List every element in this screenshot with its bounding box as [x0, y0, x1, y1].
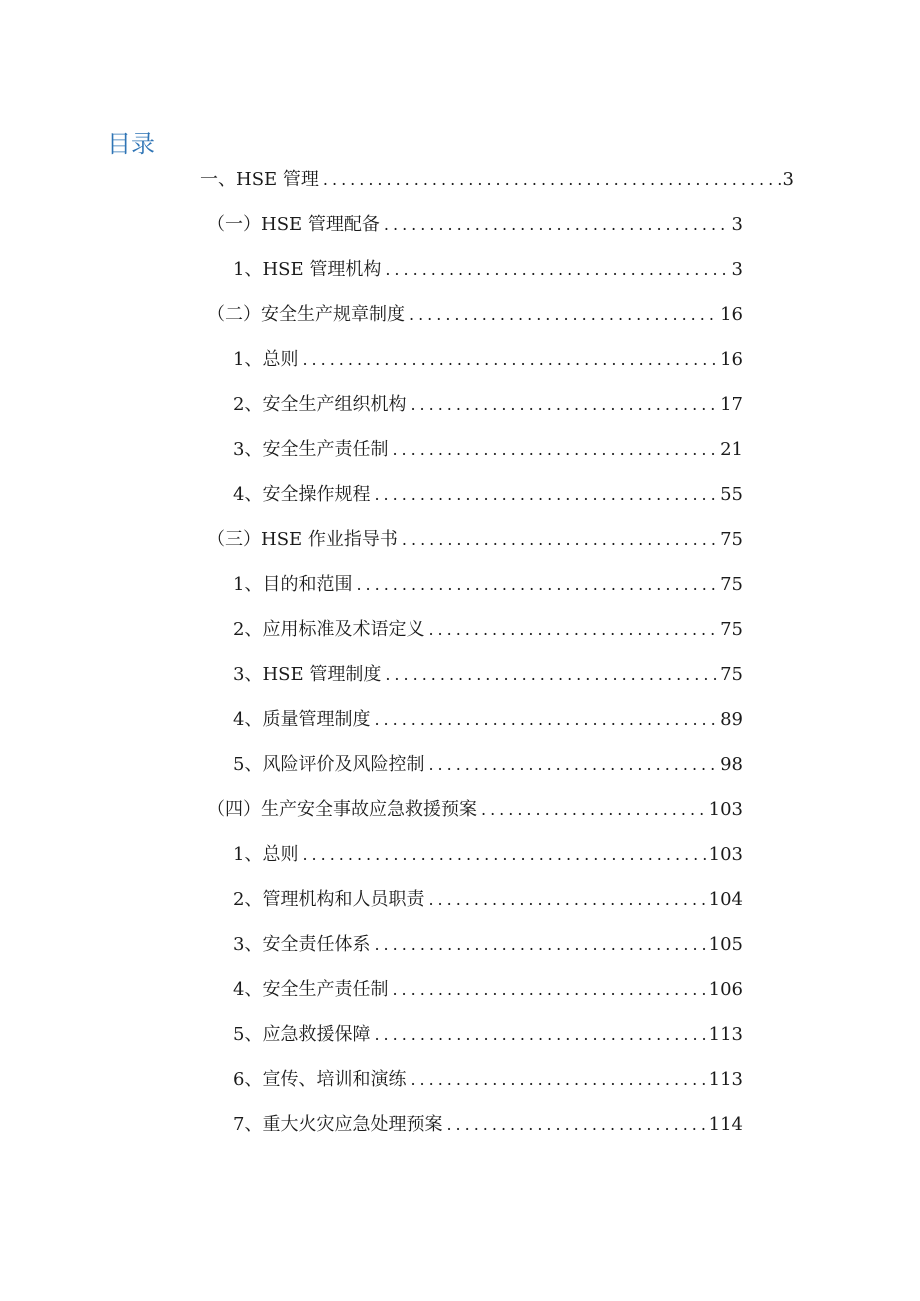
toc-entry[interactable] — [233, 661, 743, 689]
toc-heading: 目录 — [107, 130, 155, 158]
toc-leader — [428, 616, 718, 644]
toc-entry[interactable] — [233, 436, 743, 464]
toc-entry[interactable] — [233, 1021, 743, 1049]
toc-entry-page: 113 — [708, 1069, 743, 1090]
toc-leader — [428, 886, 706, 914]
toc-entry[interactable] — [233, 976, 743, 1004]
toc-entry-page: 103 — [708, 844, 743, 865]
toc-entry-page: 75 — [720, 529, 743, 550]
toc-entry[interactable] — [233, 571, 743, 599]
toc-entry[interactable] — [233, 706, 743, 734]
toc-entry[interactable] — [233, 481, 743, 509]
toc-entry-page: 75 — [720, 664, 743, 685]
toc-entry-label: 4、质量管理制度 — [233, 709, 371, 730]
toc-leader — [302, 346, 718, 374]
toc-leader — [323, 166, 781, 194]
toc-entry-page: 98 — [720, 754, 743, 775]
toc-leader — [410, 391, 718, 419]
toc-leader — [374, 931, 706, 959]
toc-leader — [392, 976, 706, 1004]
toc-leader — [384, 211, 730, 239]
toc-entry-label: 3、安全生产责任制 — [233, 439, 389, 460]
toc-entry-page: 75 — [720, 619, 743, 640]
toc-entry-page: 55 — [720, 484, 743, 505]
toc-entry-label: 3、安全责任体系 — [233, 934, 371, 955]
toc-entry-page: 21 — [720, 439, 743, 460]
toc-entry-label: 7、重大火灾应急处理预案 — [233, 1114, 443, 1135]
toc-entry-label: 6、宣传、培训和演练 — [233, 1069, 407, 1090]
toc-entry[interactable] — [207, 796, 743, 824]
toc-entry-page: 103 — [708, 799, 743, 820]
toc-entry-page: 16 — [720, 304, 743, 325]
toc-entry-label: 1、总则 — [233, 349, 299, 370]
toc-entry[interactable] — [233, 886, 743, 914]
toc-entry[interactable] — [207, 301, 743, 329]
toc-entry-page: 3 — [782, 169, 794, 190]
toc-entry-page: 106 — [708, 979, 743, 1000]
toc-leader — [428, 751, 718, 779]
toc-entry-page: 89 — [720, 709, 743, 730]
toc-entry[interactable] — [207, 211, 743, 239]
toc-entry-label: 5、风险评价及风险控制 — [233, 754, 425, 775]
toc-entry-label: 2、安全生产组织机构 — [233, 394, 407, 415]
toc-entry-label: 1、总则 — [233, 844, 299, 865]
toc-entry[interactable] — [233, 1066, 743, 1094]
toc-entry[interactable] — [233, 751, 743, 779]
toc-entry-label: （二）安全生产规章制度 — [207, 304, 405, 325]
toc-leader — [385, 661, 718, 689]
toc-entry[interactable] — [233, 931, 743, 959]
toc-leader — [410, 1066, 706, 1094]
toc-entry-label: 2、管理机构和人员职责 — [233, 889, 425, 910]
toc-leader — [392, 436, 718, 464]
toc-entry[interactable] — [233, 616, 743, 644]
toc-entry-label: 5、应急救援保障 — [233, 1024, 371, 1045]
toc-entry[interactable] — [233, 391, 743, 419]
toc-entry-page: 3 — [731, 214, 743, 235]
toc-entry-label: 1、目的和范围 — [233, 574, 353, 595]
toc-entry-label: 3、HSE 管理制度 — [233, 664, 382, 685]
toc-leader — [374, 481, 718, 509]
toc-entry-page: 113 — [708, 1024, 743, 1045]
toc-entry-page: 16 — [720, 349, 743, 370]
toc-leader — [385, 256, 729, 284]
toc-leader — [374, 706, 718, 734]
toc-leader — [446, 1111, 706, 1139]
toc-entry-page: 75 — [720, 574, 743, 595]
toc-entry-page: 104 — [708, 889, 743, 910]
toc-entry[interactable] — [233, 1111, 743, 1139]
toc-entry-label: （一）HSE 管理配备 — [207, 214, 380, 235]
toc-entry[interactable] — [200, 166, 794, 194]
toc-entry-label: 4、安全生产责任制 — [233, 979, 389, 1000]
toc-entry[interactable] — [207, 526, 743, 554]
toc-entry-page: 105 — [708, 934, 743, 955]
toc-entry-page: 17 — [720, 394, 743, 415]
toc-leader — [409, 301, 718, 329]
toc-leader — [302, 841, 706, 869]
toc-entry-label: （三）HSE 作业指导书 — [207, 529, 398, 550]
toc-entry-label: 1、HSE 管理机构 — [233, 259, 382, 280]
toc-entry-page: 114 — [708, 1114, 743, 1135]
toc-entry-label: （四）生产安全事故应急救援预案 — [207, 799, 477, 820]
toc-entry[interactable] — [233, 346, 743, 374]
toc-entry-label: 2、应用标准及术语定义 — [233, 619, 425, 640]
toc-entry-label: 4、安全操作规程 — [233, 484, 371, 505]
toc-entry-page: 3 — [731, 259, 743, 280]
toc-leader — [481, 796, 707, 824]
toc-entry-label: 一、HSE 管理 — [200, 169, 319, 190]
toc-entry[interactable] — [233, 841, 743, 869]
toc-leader — [402, 526, 718, 554]
toc-entry[interactable] — [233, 256, 743, 284]
toc-leader — [374, 1021, 706, 1049]
toc-leader — [356, 571, 718, 599]
